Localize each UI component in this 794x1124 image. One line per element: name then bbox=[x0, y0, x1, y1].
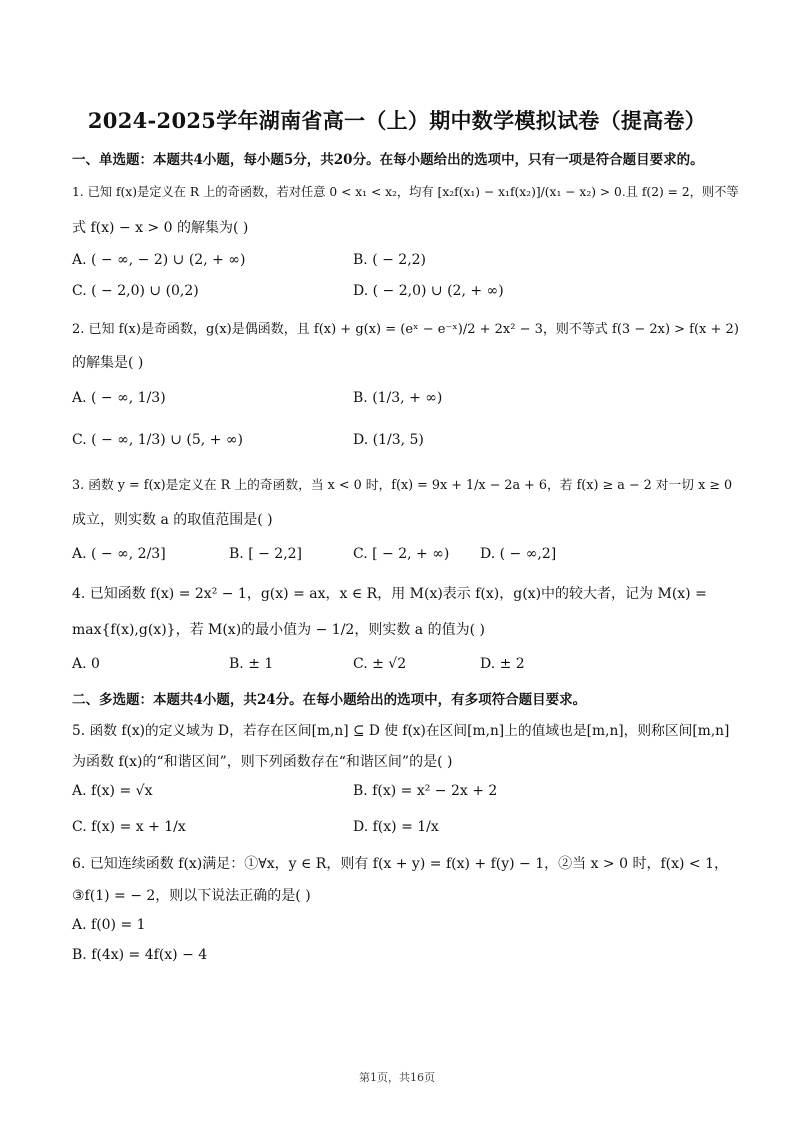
question-6-stem-line-2: ③f(1) = − 2，则以下说法正确的是( ) bbox=[72, 888, 311, 904]
page-footer: 第1页，共16页 bbox=[359, 1071, 435, 1084]
question-2-option-a: A. ( − ∞, 1/3) bbox=[72, 390, 166, 406]
question-4-option-d: D. ± 2 bbox=[480, 656, 525, 672]
question-5-stem-line-1: 5. 函数 f(x)的定义域为 D，若存在区间[m,n] ⊆ D 使 f(x)在区间[m,n]上的值域也是[m,n]，则称区间[m,n] bbox=[72, 723, 730, 739]
question-1-option-c: C. ( − 2,0) ∪ (0,2) bbox=[72, 283, 199, 299]
page-title: 2024-2025学年湖南省高一（上）期中数学模拟试卷（提高卷） bbox=[87, 108, 707, 133]
question-2-stem-line-2: 的解集是( ) bbox=[72, 355, 144, 371]
question-1-stem-line-2: 式 f(x) − x > 0 的解集为( ) bbox=[72, 220, 249, 236]
question-4-stem-line-1: 4. 已知函数 f(x) = 2x² − 1，g(x) = ax，x ∈ R，用 M(x)表示 f(x)，g(x)中的较大者，记为 M(x) = bbox=[72, 586, 707, 602]
question-4-option-b: B. ± 1 bbox=[229, 656, 274, 672]
question-6-option-a: A. f(0) = 1 bbox=[72, 917, 146, 933]
question-3-option-b: B. [ − 2,2] bbox=[229, 546, 303, 562]
question-1-stem-line-1: 1. 已知 f(x)是定义在 R 上的奇函数，若对任意 0 < x₁ < x₂，均有 [x₂f(x₁) − x₁f(x₂)]/(x₁ − x₂) > 0.且 f(2) = 2，则不等 bbox=[72, 185, 739, 199]
question-5-option-a: A. f(x) = √x bbox=[72, 783, 153, 799]
question-2-option-d: D. (1/3, 5) bbox=[353, 432, 424, 448]
section-heading-multiple-choice: 二、多选题：本题共4小题，共24分。在每小题给出的选项中，有多项符合题目要求。 bbox=[72, 692, 587, 708]
question-2-stem-line-1: 2. 已知 f(x)是奇函数，g(x)是偶函数，且 f(x) + g(x) = (eˣ − e⁻ˣ)/2 + 2x² − 3，则不等式 f(3 − 2x) > f(x + 2) bbox=[72, 322, 739, 337]
question-5-option-b: B. f(x) = x² − 2x + 2 bbox=[353, 783, 498, 799]
question-4-option-c: C. ± √2 bbox=[353, 656, 407, 672]
question-1-option-b: B. ( − 2,2) bbox=[353, 252, 427, 268]
question-5-option-d: D. f(x) = 1/x bbox=[353, 819, 439, 835]
question-3-option-c: C. [ − 2, + ∞) bbox=[353, 546, 450, 562]
question-1-option-d: D. ( − 2,0) ∪ (2, + ∞) bbox=[353, 283, 504, 299]
question-2-option-c: C. ( − ∞, 1/3) ∪ (5, + ∞) bbox=[72, 432, 243, 448]
question-2-option-b: B. (1/3, + ∞) bbox=[353, 390, 443, 406]
question-1-option-a: A. ( − ∞, − 2) ∪ (2, + ∞) bbox=[72, 252, 246, 268]
section-heading-single-choice: 一、单选题：本题共4小题，每小题5分，共20分。在每小题给出的选项中，只有一项是符合题目要求的。 bbox=[72, 152, 704, 168]
question-3-option-a: A. ( − ∞, 2/3] bbox=[72, 546, 166, 562]
question-5-stem-line-2: 为函数 f(x)的“和谐区间”，则下列函数存在“和谐区间”的是( ) bbox=[72, 754, 453, 770]
question-4-stem-line-2: max{f(x),g(x)}，若 M(x)的最小值为 − 1/2，则实数 a 的值为( ) bbox=[72, 622, 485, 638]
question-3-option-d: D. ( − ∞,2] bbox=[480, 546, 557, 562]
question-4-option-a: A. 0 bbox=[72, 656, 100, 672]
question-3-stem-line-1: 3. 函数 y = f(x)是定义在 R 上的奇函数，当 x < 0 时，f(x) = 9x + 1/x − 2a + 6，若 f(x) ≥ a − 2 对一切 x ≥ 0 bbox=[72, 478, 733, 493]
question-5-option-c: C. f(x) = x + 1/x bbox=[72, 819, 186, 835]
question-6-stem-line-1: 6. 已知连续函数 f(x)满足：①∀x，y ∈ R，则有 f(x + y) = f(x) + f(y) − 1，②当 x > 0 时，f(x) < 1， bbox=[72, 856, 728, 872]
question-3-stem-line-2: 成立，则实数 a 的取值范围是( ) bbox=[72, 512, 273, 528]
question-6-option-b: B. f(4x) = 4f(x) − 4 bbox=[72, 947, 208, 963]
